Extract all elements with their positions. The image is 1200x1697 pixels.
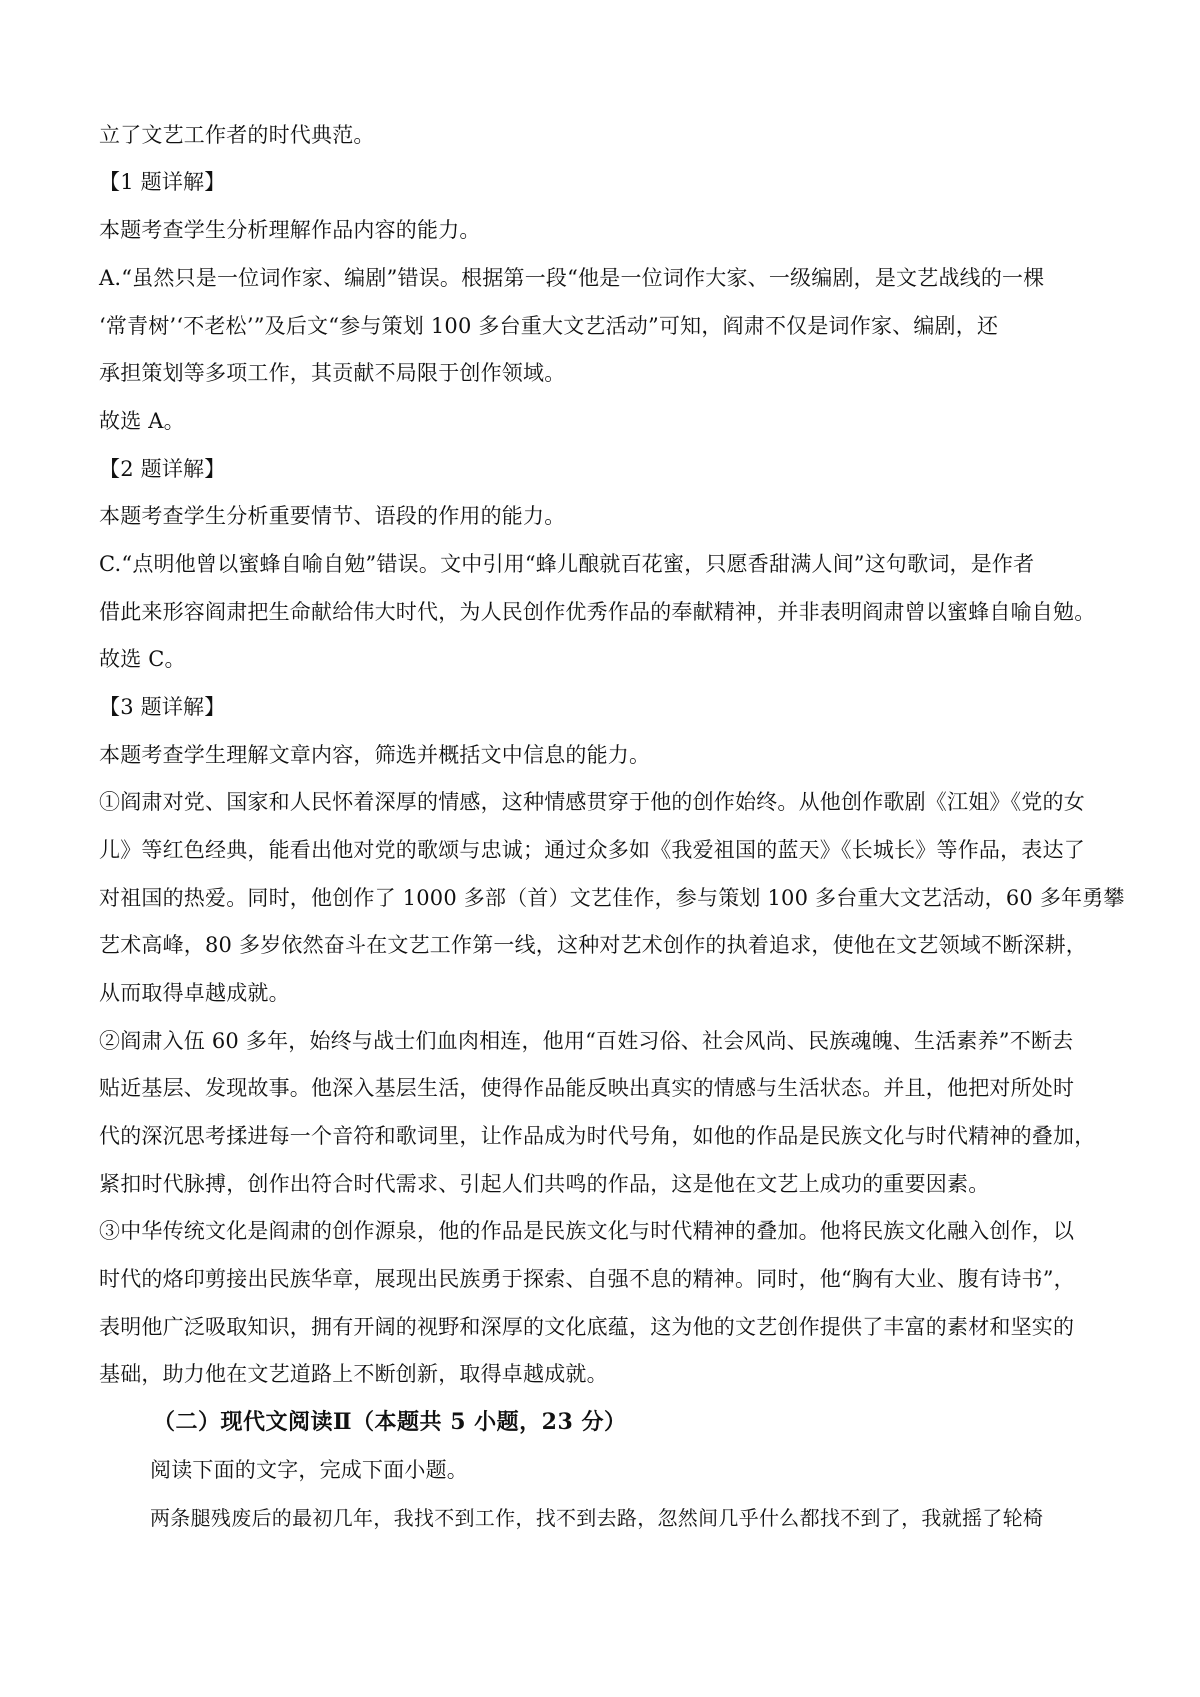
text-line: 艺术高峰，80 多岁依然奋斗在文艺工作第一线，这种对艺术创作的执着追求，使他在文艺领域不断深耕， <box>99 933 1087 957</box>
text-line: 时代的烙印剪接出民族华章，展现出民族勇于探索、自强不息的精神。同时，他“胸有大业、腹有诗书”， <box>99 1267 1075 1291</box>
passage-text-line: 两条腿残废后的最初几年，我找不到工作，找不到去路，忽然间几乎什么都找不到了，我就摇了轮椅 <box>150 1506 1044 1530</box>
answer-line: 故选 C。 <box>99 647 186 671</box>
text-line: 承担策划等多项工作，其贡献不局限于创作领域。 <box>99 361 566 385</box>
question-2-detail-heading: 【2 题详解】 <box>99 457 226 481</box>
text-line: ①阎肃对党、国家和人民怀着深厚的情感，这种情感贯穿于他的创作始终。从他创作歌剧《江姐》《党的女 <box>99 790 1085 814</box>
text-line: 对祖国的热爱。同时，他创作了 1000 多部（首）文艺佳作，参与策划 100 多台重大文艺活动，60 多年勇攀 <box>99 886 1125 910</box>
question-3-detail-heading: 【3 题详解】 <box>99 695 226 719</box>
text-line: 儿》等红色经典，能看出他对党的歌颂与忠诚；通过众多如《我爱祖国的蓝天》《长城长》等作品，表达了 <box>99 838 1085 862</box>
text-line: 基础，助力他在文艺道路上不断创新，取得卓越成就。 <box>99 1362 608 1386</box>
text-line: A.“虽然只是一位词作家、编剧”错误。根据第一段“他是一位词作大家、一级编剧，是文艺战线的一棵 <box>99 266 1045 290</box>
text-line: 本题考查学生分析重要情节、语段的作用的能力。 <box>99 504 566 528</box>
text-line: ③中华传统文化是阎肃的创作源泉，他的作品是民族文化与时代精神的叠加。他将民族文化融入创作，以 <box>99 1219 1075 1243</box>
text-line: 本题考查学生理解文章内容，筛选并概括文中信息的能力。 <box>99 743 651 767</box>
text-line: ‘常青树’‘不老松’”及后文“参与策划 100 多台重大文艺活动”可知，阎肃不仅是词作家、编剧，还 <box>99 314 999 338</box>
text-line: 立了文艺工作者的时代典范。 <box>99 123 375 147</box>
section-heading: （二）现代文阅读Ⅱ（本题共 5 小题，23 分） <box>153 1409 627 1435</box>
answer-line: 故选 A。 <box>99 409 185 433</box>
text-line: 代的深沉思考揉进每一个音符和歌词里，让作品成为时代号角，如他的作品是民族文化与时代精神的叠加， <box>99 1124 1096 1148</box>
text-line: 表明他广泛吸取知识，拥有开阔的视野和深厚的文化底蕴，这为他的文艺创作提供了丰富的素材和坚实的 <box>99 1315 1075 1339</box>
reading-instruction: 阅读下面的文字，完成下面小题。 <box>150 1458 468 1482</box>
text-line: 本题考查学生分析理解作品内容的能力。 <box>99 218 481 242</box>
question-1-detail-heading: 【1 题详解】 <box>99 170 226 194</box>
text-line: 借此来形容阎肃把生命献给伟大时代，为人民创作优秀作品的奉献精神，并非表明阎肃曾以蜜蜂自喻自勉。 <box>99 600 1096 624</box>
text-line: 贴近基层、发现故事。他深入基层生活，使得作品能反映出真实的情感与生活状态。并且，他把对所处时 <box>99 1076 1075 1100</box>
text-line: 从而取得卓越成就。 <box>99 981 290 1005</box>
text-line: 紧扣时代脉搏，创作出符合时代需求、引起人们共鸣的作品，这是他在文艺上成功的重要因素。 <box>99 1172 990 1196</box>
text-line: ②阎肃入伍 60 多年，始终与战士们血肉相连，他用“百姓习俗、社会风尚、民族魂魄、生活素养”不断去 <box>99 1029 1074 1053</box>
text-line: C.“点明他曾以蜜蜂自喻自勉”错误。文中引用“蜂儿酿就百花蜜，只愿香甜满人间”这句歌词，是作者 <box>99 552 1035 576</box>
